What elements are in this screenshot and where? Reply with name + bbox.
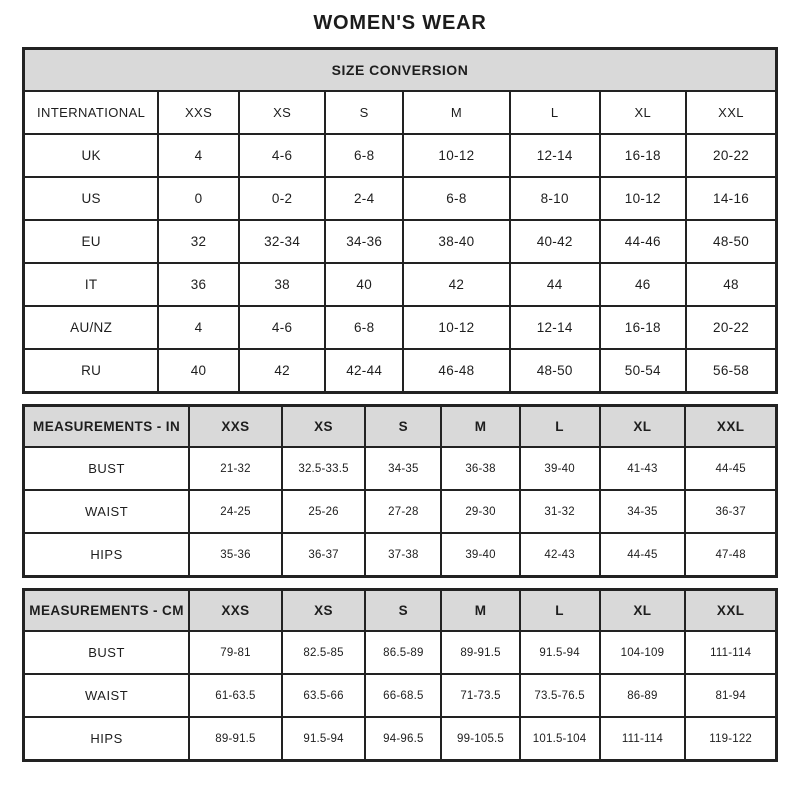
row-label: RU xyxy=(24,349,159,393)
measurements-in-col-l: L xyxy=(520,406,600,448)
measurements-in-col-xs: XS xyxy=(282,406,366,448)
measurements-cm-row-bust xyxy=(24,631,777,674)
size-conversion-col-xxl: XXL xyxy=(686,91,776,134)
measurements-in-col-xl: XL xyxy=(600,406,686,448)
cell: 36-37 xyxy=(685,490,776,533)
measurements-cm-col-s: S xyxy=(365,590,441,632)
measurements-cm-row-waist xyxy=(24,674,777,717)
size-conversion-row-us xyxy=(24,177,777,220)
cell: 40 xyxy=(158,349,239,393)
cell: 40 xyxy=(325,263,403,306)
cell: 16-18 xyxy=(600,306,687,349)
cell: 35-36 xyxy=(189,533,282,577)
cell: 89-91.5 xyxy=(441,631,519,674)
size-conversion-col-s: S xyxy=(325,91,403,134)
cell: 12-14 xyxy=(510,306,600,349)
size-conversion-body xyxy=(24,134,777,393)
cell: 79-81 xyxy=(189,631,282,674)
cell: 37-38 xyxy=(365,533,441,577)
cell: 42-44 xyxy=(325,349,403,393)
row-label: UK xyxy=(24,134,159,177)
cell: 29-30 xyxy=(441,490,519,533)
cell: 10-12 xyxy=(403,134,510,177)
cell: 4 xyxy=(158,306,239,349)
cell: 16-18 xyxy=(600,134,687,177)
measurements-cm-col-l: L xyxy=(520,590,600,632)
cell: 25-26 xyxy=(282,490,366,533)
size-conversion-col-xs: XS xyxy=(239,91,326,134)
cell: 61-63.5 xyxy=(189,674,282,717)
cell: 42 xyxy=(403,263,510,306)
cell: 111-114 xyxy=(685,631,776,674)
size-conversion-banner: SIZE CONVERSION xyxy=(24,49,777,92)
cell: 38-40 xyxy=(403,220,510,263)
cell: 44 xyxy=(510,263,600,306)
cell: 111-114 xyxy=(600,717,686,761)
cell: 94-96.5 xyxy=(365,717,441,761)
cell: 48-50 xyxy=(510,349,600,393)
measurements-in-row-bust xyxy=(24,447,777,490)
measurements-cm-row-hips xyxy=(24,717,777,761)
measurements-cm-body xyxy=(24,631,777,761)
cell: 104-109 xyxy=(600,631,686,674)
size-conversion-col-xl: XL xyxy=(600,91,687,134)
size-conversion-row-uk xyxy=(24,134,777,177)
cell: 24-25 xyxy=(189,490,282,533)
measurements-in-col-xxl: XXL xyxy=(685,406,776,448)
row-label: BUST xyxy=(24,631,190,674)
cell: 40-42 xyxy=(510,220,600,263)
cell: 20-22 xyxy=(686,134,776,177)
cell: 39-40 xyxy=(441,533,519,577)
cell: 0 xyxy=(158,177,239,220)
size-conversion-row-it xyxy=(24,263,777,306)
row-label: HIPS xyxy=(24,717,190,761)
cell: 46 xyxy=(600,263,687,306)
size-conversion-col-xxs: XXS xyxy=(158,91,239,134)
size-conversion-column-header-row xyxy=(24,91,777,134)
cell: 63.5-66 xyxy=(282,674,366,717)
cell: 91.5-94 xyxy=(520,631,600,674)
cell: 2-4 xyxy=(325,177,403,220)
cell: 44-45 xyxy=(600,533,686,577)
cell: 32.5-33.5 xyxy=(282,447,366,490)
measurements-in-col-s: S xyxy=(365,406,441,448)
cell: 39-40 xyxy=(520,447,600,490)
cell: 86-89 xyxy=(600,674,686,717)
measurements-cm-col-xs: XS xyxy=(282,590,366,632)
cell: 82.5-85 xyxy=(282,631,366,674)
measurements-in-row-waist xyxy=(24,490,777,533)
measurements-in-body xyxy=(24,447,777,577)
page-title: WOMEN'S WEAR xyxy=(313,12,487,34)
row-label: HIPS xyxy=(24,533,190,577)
measurements-in-row-hips xyxy=(24,533,777,577)
measurements-cm-col-xl: XL xyxy=(600,590,686,632)
measurements-cm-column-header-row xyxy=(24,590,777,632)
cell: 66-68.5 xyxy=(365,674,441,717)
cell: 6-8 xyxy=(325,134,403,177)
cell: 20-22 xyxy=(686,306,776,349)
cell: 12-14 xyxy=(510,134,600,177)
measurements-cm-col-xxs: XXS xyxy=(189,590,282,632)
row-label: AU/NZ xyxy=(24,306,159,349)
cell: 48-50 xyxy=(686,220,776,263)
cell: 38 xyxy=(239,263,326,306)
row-label: EU xyxy=(24,220,159,263)
cell: 4-6 xyxy=(239,306,326,349)
row-label: US xyxy=(24,177,159,220)
measurements-cm-table xyxy=(22,588,778,762)
cell: 32 xyxy=(158,220,239,263)
cell: 4-6 xyxy=(239,134,326,177)
cell: 44-45 xyxy=(685,447,776,490)
cell: 36-38 xyxy=(441,447,519,490)
cell: 8-10 xyxy=(510,177,600,220)
cell: 34-36 xyxy=(325,220,403,263)
measurements-in-column-header-row xyxy=(24,406,777,448)
cell: 0-2 xyxy=(239,177,326,220)
cell: 44-46 xyxy=(600,220,687,263)
cell: 48 xyxy=(686,263,776,306)
size-conversion-col-l: L xyxy=(510,91,600,134)
cell: 34-35 xyxy=(600,490,686,533)
measurements-cm-col-measurements-cm: MEASUREMENTS - CM xyxy=(24,590,190,632)
measurements-in-table xyxy=(22,404,778,578)
size-conversion-banner-row xyxy=(24,49,777,92)
size-conversion-row-au-nz xyxy=(24,306,777,349)
cell: 36 xyxy=(158,263,239,306)
cell: 91.5-94 xyxy=(282,717,366,761)
size-conversion-col-m: M xyxy=(403,91,510,134)
row-label: WAIST xyxy=(24,674,190,717)
measurements-in-col-measurements-in: MEASUREMENTS - IN xyxy=(24,406,190,448)
cell: 32-34 xyxy=(239,220,326,263)
cell: 14-16 xyxy=(686,177,776,220)
cell: 10-12 xyxy=(403,306,510,349)
measurements-in-col-xxs: XXS xyxy=(189,406,282,448)
cell: 73.5-76.5 xyxy=(520,674,600,717)
measurements-cm-col-m: M xyxy=(441,590,519,632)
row-label: IT xyxy=(24,263,159,306)
measurements-in-col-m: M xyxy=(441,406,519,448)
cell: 47-48 xyxy=(685,533,776,577)
cell: 10-12 xyxy=(600,177,687,220)
cell: 81-94 xyxy=(685,674,776,717)
size-conversion-row-ru xyxy=(24,349,777,393)
cell: 89-91.5 xyxy=(189,717,282,761)
size-conversion-table xyxy=(22,47,778,394)
cell: 46-48 xyxy=(403,349,510,393)
cell: 50-54 xyxy=(600,349,687,393)
cell: 31-32 xyxy=(520,490,600,533)
cell: 42-43 xyxy=(520,533,600,577)
cell: 71-73.5 xyxy=(441,674,519,717)
cell: 6-8 xyxy=(403,177,510,220)
cell: 86.5-89 xyxy=(365,631,441,674)
cell: 41-43 xyxy=(600,447,686,490)
cell: 42 xyxy=(239,349,326,393)
row-label: WAIST xyxy=(24,490,190,533)
cell: 4 xyxy=(158,134,239,177)
cell: 21-32 xyxy=(189,447,282,490)
cell: 34-35 xyxy=(365,447,441,490)
row-label: BUST xyxy=(24,447,190,490)
size-conversion-col-international: INTERNATIONAL xyxy=(24,91,159,134)
cell: 56-58 xyxy=(686,349,776,393)
cell: 119-122 xyxy=(685,717,776,761)
cell: 27-28 xyxy=(365,490,441,533)
cell: 6-8 xyxy=(325,306,403,349)
cell: 99-105.5 xyxy=(441,717,519,761)
size-conversion-row-eu xyxy=(24,220,777,263)
cell: 36-37 xyxy=(282,533,366,577)
cell: 101.5-104 xyxy=(520,717,600,761)
measurements-cm-col-xxl: XXL xyxy=(685,590,776,632)
